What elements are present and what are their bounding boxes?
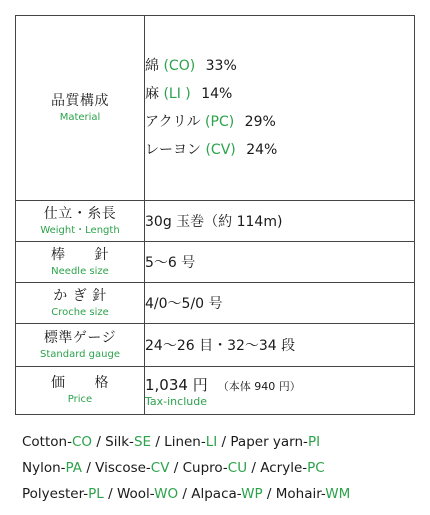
spec-table (15, 15, 415, 415)
composition-item (145, 80, 414, 108)
legend-fiber: / Paper yarn- (217, 434, 308, 450)
fiber-code: (LI ) (163, 86, 191, 102)
gauge-label-jp: 標準ゲージ (43, 329, 117, 346)
fiber-code: (PC) (205, 114, 235, 130)
fiber-name: レーヨン (145, 142, 201, 158)
legend-fiber: / Wool- (103, 486, 155, 502)
composition-row (16, 16, 415, 201)
price-value-cell (145, 367, 415, 415)
needle-label-jp: 棒 針 (51, 246, 109, 263)
fiber-percent: 14% (201, 86, 233, 102)
fiber-percent: 29% (244, 114, 276, 130)
weight-label-en: Weight・Length (40, 224, 120, 236)
weight-row (16, 201, 415, 242)
price-row (16, 367, 415, 415)
fiber-percent: 33% (205, 58, 237, 74)
legend-code: CO (71, 434, 93, 450)
price-tax-note: Tax-include (145, 394, 207, 408)
legend-code: WO (154, 486, 179, 502)
legend-code: WM (325, 486, 351, 502)
legend-fiber: Cotton- (22, 434, 72, 450)
gauge-row (16, 324, 415, 367)
legend-fiber: / Acryle- (247, 460, 308, 476)
price-note: （本体 940 円） (217, 379, 301, 393)
needle-row (16, 242, 415, 283)
weight-label-jp: 仕立・糸長 (43, 205, 117, 222)
legend-code: PA (65, 460, 83, 476)
legend-fiber: Polyester- (22, 486, 89, 502)
legend-code: LI (205, 434, 218, 450)
fiber-percent: 24% (246, 142, 278, 158)
composition-label-jp: 品質構成 (51, 92, 109, 109)
composition-value (145, 16, 415, 201)
fiber-code: (CV) (205, 142, 236, 158)
gauge-header (16, 324, 145, 367)
price-value: 1,034 円 (145, 375, 208, 394)
price-header (16, 367, 145, 415)
croche-header (16, 283, 145, 324)
price-label-en: Price (67, 394, 93, 405)
gauge-label-en: Standard gauge (40, 348, 120, 360)
needle-value: 5〜6 号 (145, 242, 415, 283)
legend-fiber: / Silk- (92, 434, 134, 450)
croche-label-en: Croche size (51, 306, 109, 318)
legend-code: PC (307, 460, 325, 476)
composition-header (16, 16, 145, 201)
legend-line (22, 481, 422, 507)
legend-fiber: / Cupro- (169, 460, 228, 476)
fiber-code: (CO) (163, 58, 196, 74)
legend-code: CV (150, 460, 170, 476)
price-label-jp: 価 格 (51, 375, 109, 391)
croche-value: 4/0〜5/0 号 (145, 283, 415, 324)
composition-item (145, 108, 414, 136)
legend-line (22, 455, 422, 481)
legend-fiber: / Alpaca- (178, 486, 242, 502)
needle-label-en: Needle size (51, 265, 109, 277)
composition-item (145, 136, 414, 164)
legend-fiber: / Mohair- (262, 486, 326, 502)
fiber-name: 麻 (145, 86, 159, 102)
legend-fiber: / Linen- (151, 434, 206, 450)
fiber-code-legend (22, 429, 422, 507)
fiber-name: アクリル (145, 114, 201, 130)
fiber-name: 綿 (145, 58, 159, 74)
legend-fiber: Nylon- (22, 460, 66, 476)
needle-header (16, 242, 145, 283)
croche-row (16, 283, 415, 324)
legend-line (22, 429, 422, 455)
composition-label-en: Material (59, 111, 101, 123)
weight-header (16, 201, 145, 242)
legend-code: WP (241, 486, 263, 502)
legend-fiber: / Viscose- (82, 460, 151, 476)
legend-code: SE (133, 434, 152, 450)
legend-code: PL (88, 486, 104, 502)
legend-code: CU (227, 460, 248, 476)
weight-value: 30g 玉巻（約 114m) (145, 201, 415, 242)
composition-item (145, 52, 414, 80)
legend-code: PI (307, 434, 321, 450)
gauge-value: 24〜26 目・32〜34 段 (145, 324, 415, 367)
croche-label-jp: か ぎ 針 (53, 287, 107, 304)
